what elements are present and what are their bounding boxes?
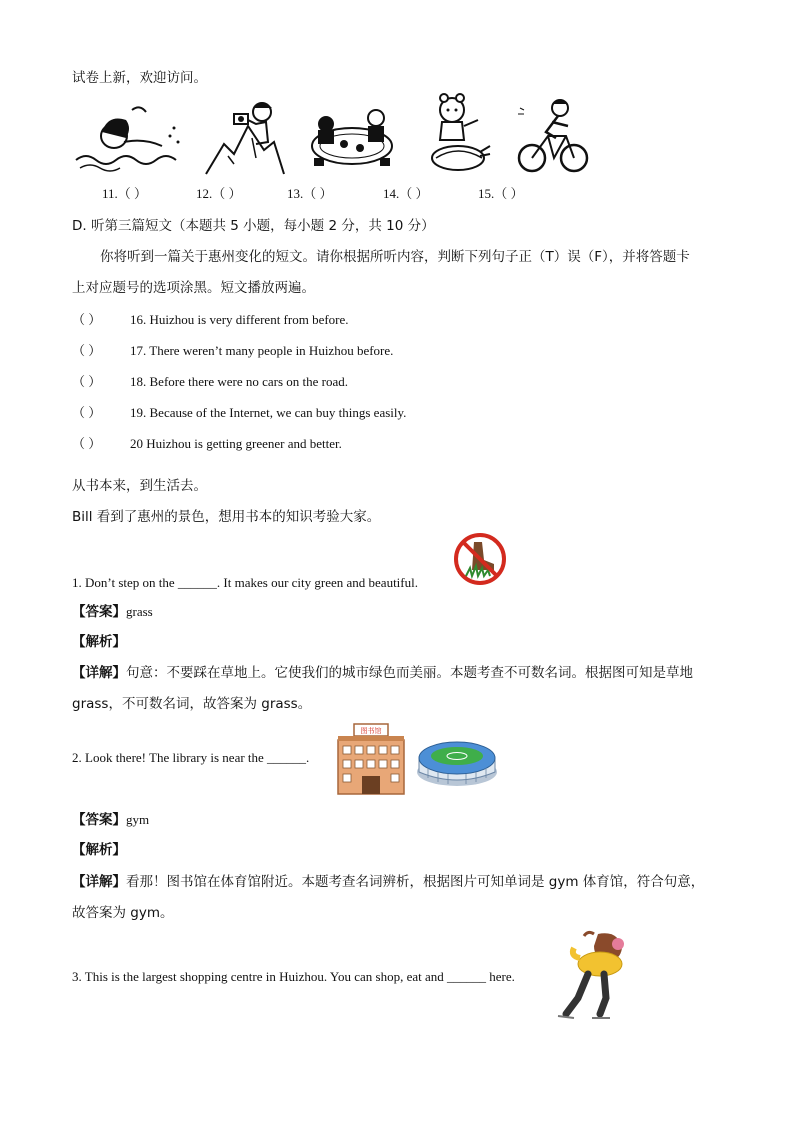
- answer-1: 【答案】grass: [72, 604, 153, 620]
- header-note: 试卷上新，欢迎访问。: [72, 70, 207, 86]
- turkey-picture: [424, 92, 494, 176]
- section-d-instruction-2: 上对应题号的选项涂黑。短文播放两遍。: [72, 280, 315, 296]
- question-3-stem: 3. This is the largest shopping centre in Huizhou. You can shop, eat and ______ here.: [72, 969, 515, 984]
- picture-label-14: 14.（ ）: [383, 186, 429, 201]
- tf-item-20: （ ） 20 Huizhou is getting greener and better.: [72, 436, 342, 451]
- tf-item-18: （ ） 18. Before there were no cars on the road.: [72, 374, 349, 389]
- photography-picture: [204, 98, 286, 176]
- section-d-instruction-1: 你将听到一篇关于惠州变化的短文。请你根据所听内容，判断下列句子正（T）误（F），并将答题卡: [100, 249, 690, 265]
- answer-2: 【答案】gym: [72, 812, 150, 828]
- analysis-1: 【解析】: [72, 634, 126, 650]
- detail-1: 【详解】句意：不要踩在草地上。它使我们的城市绿色而美丽。本题考查不可数名词。根据图可知是草地: [72, 665, 693, 681]
- tf-item-19: （ ） 19. Because of the Internet, we can buy things easily.: [72, 405, 407, 420]
- picture-label-12: 12.（ ）: [196, 186, 242, 201]
- detail-1-cont: grass，不可数名词，故答案为 grass。: [72, 696, 312, 712]
- analysis-2: 【解析】: [72, 842, 126, 858]
- part-intro: Bill 看到了惠州的景色，想用书本的知识考验大家。: [72, 509, 381, 525]
- ice-skating-picture: [554, 928, 640, 1022]
- gym-stadium-picture: [414, 728, 500, 790]
- picture-label-13: 13.（ ）: [287, 186, 333, 201]
- picture-label-11: 11.（ ）: [102, 186, 148, 201]
- section-d-title: D. 听第三篇短文（本题共 5 小题，每小题 2 分，共 10 分）: [72, 218, 435, 234]
- tf-item-17: （ ） 17. There weren’t many people in Huizhou before.: [72, 343, 394, 358]
- question-2-stem: 2. Look there! The library is near the ______.: [72, 750, 310, 765]
- detail-2-cont: 故答案为 gym。: [72, 905, 174, 921]
- part-title: 从书本来，到生活去。: [72, 478, 207, 494]
- picture-label-15: 15.（ ）: [478, 186, 524, 201]
- cycling-picture: [516, 96, 590, 176]
- library-building-picture: [334, 722, 408, 796]
- library-sign-text: 图书馆: [360, 727, 382, 735]
- swimming-picture: [74, 98, 186, 174]
- dining-picture: [304, 104, 400, 174]
- detail-2: 【详解】看那！图书馆在体育馆附近。本题考查名词辨析，根据图片可知单词是 gym 体育馆，符合句意，: [72, 874, 705, 890]
- no-stepping-sign-icon: [452, 532, 508, 586]
- tf-item-16: （ ） 16. Huizhou is very different from before.: [72, 312, 349, 327]
- question-1-stem: 1. Don’t step on the ______. It makes our city green and beautiful.: [72, 575, 418, 590]
